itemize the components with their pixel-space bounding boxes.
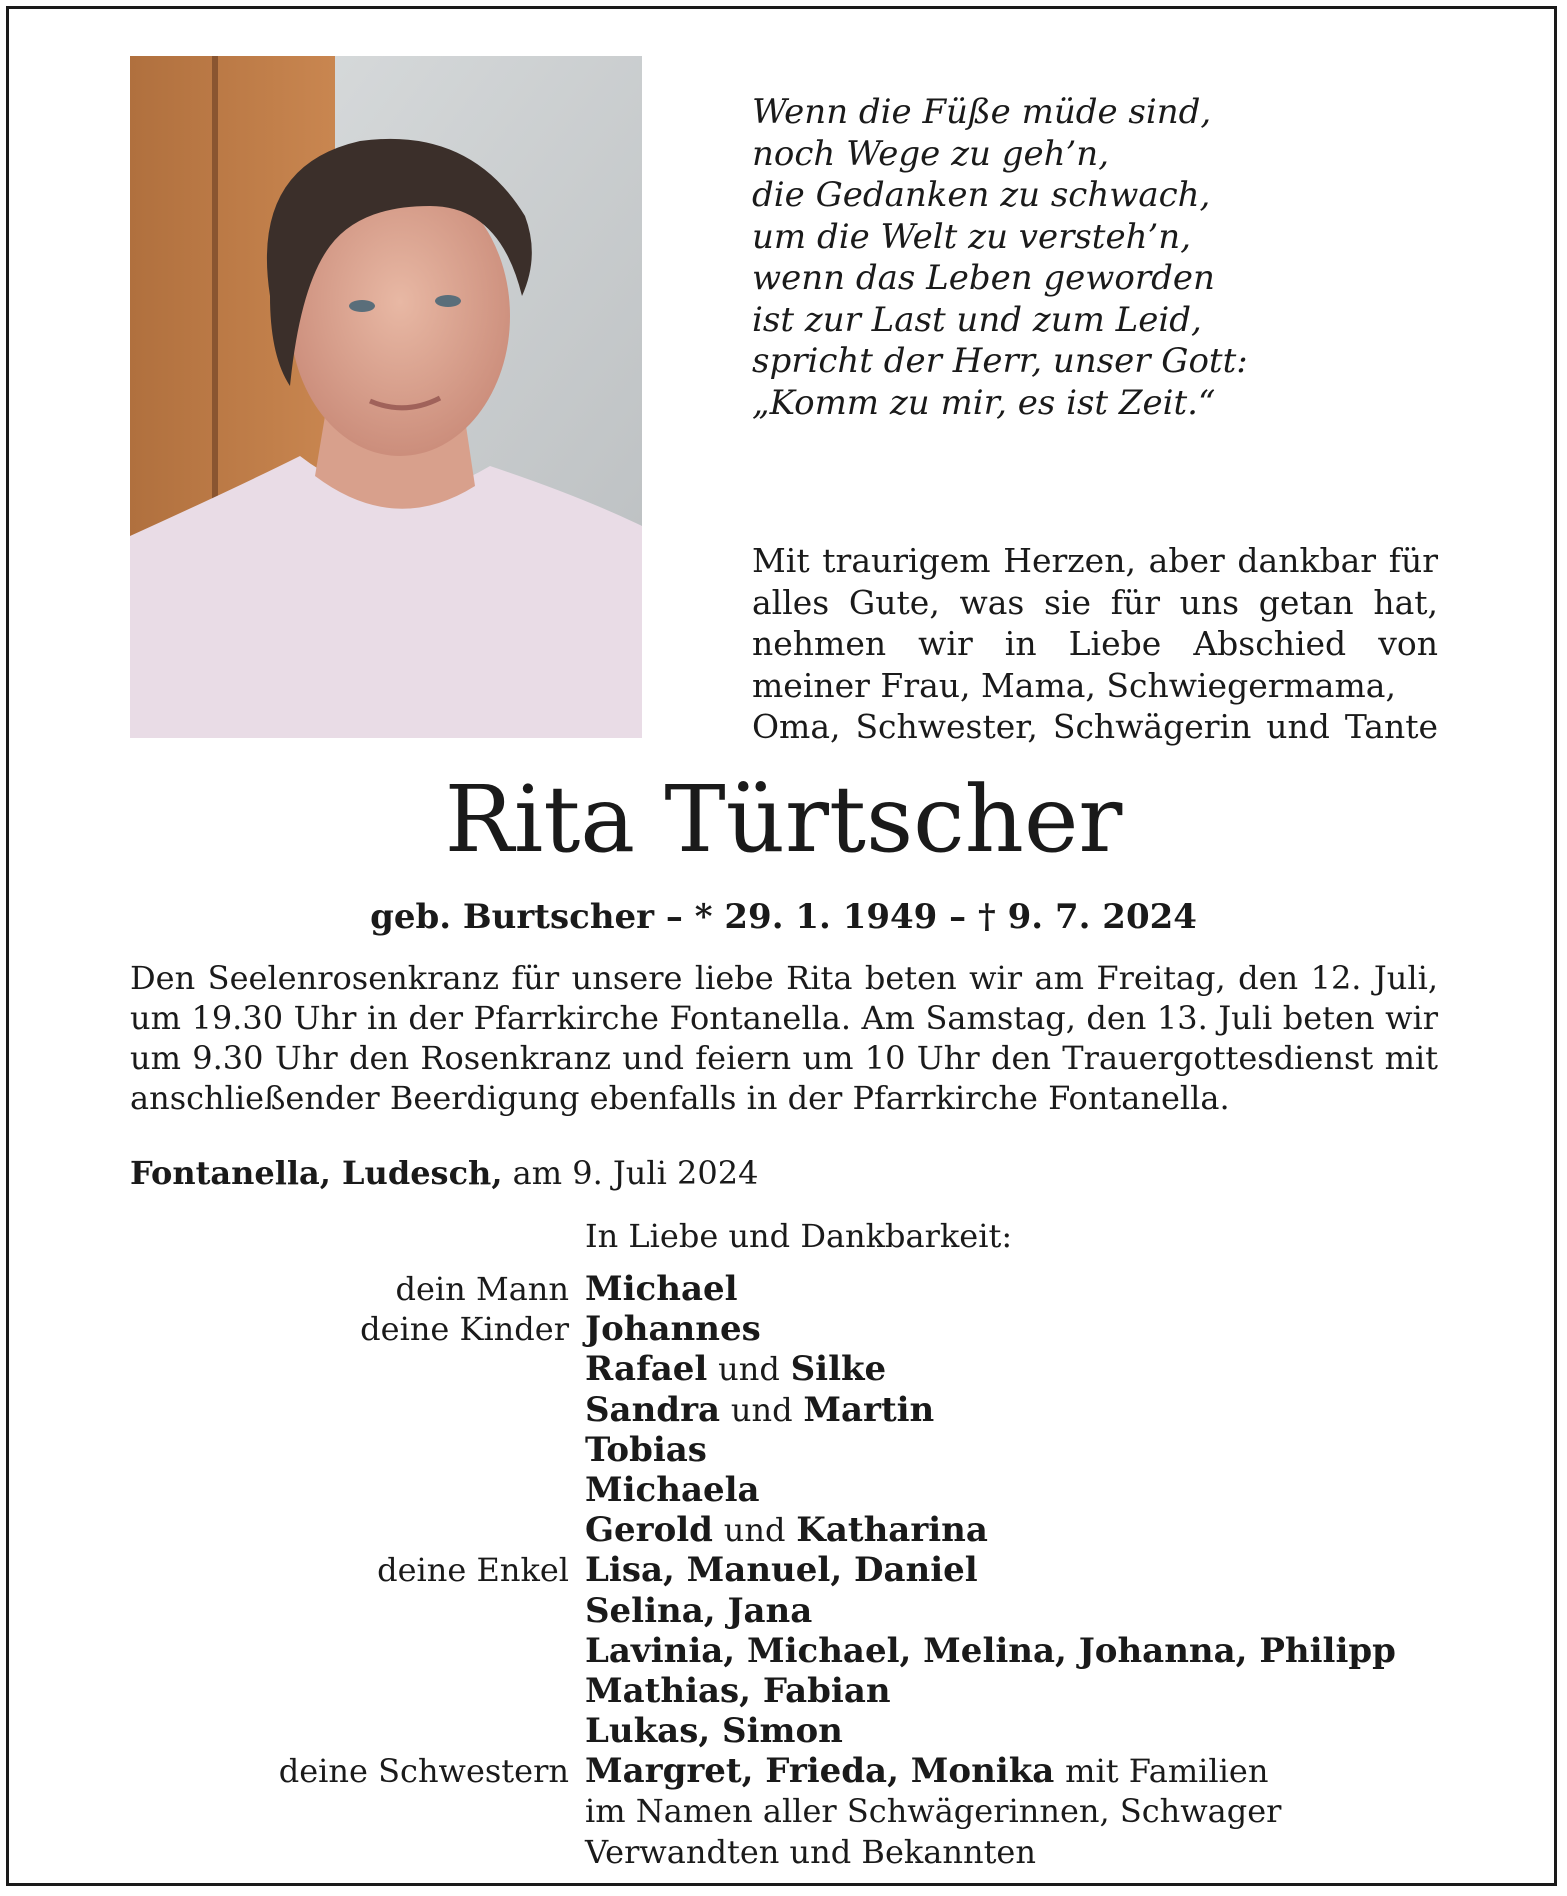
deceased-name: Rita Türtscher	[444, 766, 1123, 873]
family-row	[0, 1591, 1567, 1631]
closing-phrase: In Liebe und Dankbarkeit:	[585, 1217, 1013, 1255]
place: Fontanella, Ludesch,	[130, 1154, 503, 1192]
family-row	[0, 1751, 1567, 1791]
family-row	[0, 1309, 1567, 1349]
family-list	[0, 1269, 1567, 1872]
family-name: Selina, Jana	[585, 1590, 813, 1631]
family-row	[0, 1550, 1567, 1590]
family-name: Lavinia, Michael, Melina, Johanna, Philipp	[585, 1630, 1396, 1671]
and-word: und	[718, 1350, 780, 1389]
family-name: Sandra	[585, 1389, 721, 1430]
relatives-line: Verwandten und Bekannten	[585, 1832, 1036, 1871]
family-row	[0, 1791, 1567, 1831]
poem-line: Wenn die Füße müde sind,	[752, 92, 1212, 132]
poem-line: noch Wege zu geh’n,	[752, 133, 1110, 174]
family-name: Katharina	[796, 1510, 988, 1551]
place-date-line	[130, 1152, 1438, 1194]
inlaws-line: im Namen aller Schwägerinnen, Schwager	[585, 1792, 1282, 1831]
poem-line: um die Welt zu versteh’n,	[752, 216, 1191, 257]
family-name: Johannes	[585, 1309, 761, 1350]
family-name: Lukas, Simon	[585, 1711, 843, 1752]
poem-line: „Komm zu mir, es ist Zeit.“	[752, 382, 1216, 423]
family-row	[0, 1832, 1567, 1872]
date: am 9. Juli 2024	[512, 1154, 759, 1192]
family-row	[0, 1269, 1567, 1309]
portrait-illustration	[130, 56, 642, 738]
and-word: und	[730, 1390, 793, 1429]
relation-label: deine Schwestern	[278, 1752, 569, 1791]
family-name: Tobias	[585, 1429, 707, 1470]
family-row	[0, 1430, 1567, 1470]
poem-line: spricht der Herr, unser Gott:	[752, 341, 1248, 381]
family-row	[0, 1349, 1567, 1389]
family-row	[0, 1510, 1567, 1550]
family-name: Silke	[790, 1349, 887, 1390]
poem-line: ist zur Last und zum Leid,	[752, 299, 1202, 340]
poem-line: wenn das Leben geworden	[752, 258, 1215, 298]
family-name: Gerold	[585, 1510, 713, 1551]
poem-line: die Gedanken zu schwach,	[752, 175, 1211, 215]
family-name: Mathias, Fabian	[585, 1670, 891, 1711]
relation-label: dein Mann	[395, 1270, 569, 1308]
sisters-suffix: mit Familien	[1065, 1752, 1269, 1791]
family-name: Martin	[803, 1389, 935, 1430]
relation-label: deine Kinder	[360, 1310, 569, 1349]
family-name: Michael	[585, 1269, 738, 1309]
family-row	[0, 1631, 1567, 1671]
family-row	[0, 1671, 1567, 1711]
family-name: Lisa, Manuel, Daniel	[585, 1550, 978, 1591]
intro-last-line: Oma, Schwester, Schwägerin und Tante	[752, 707, 1438, 746]
intro-text: Mit traurigem Herzen, aber dankbar für alles Gute, was sie für uns getan hat, nehmen wir in Liebe Abschied von meiner Frau, Mama, Schwiegermama,	[752, 541, 1438, 705]
and-word: und	[723, 1511, 786, 1550]
relation-label: deine Enkel	[377, 1551, 569, 1590]
poem	[752, 92, 1452, 424]
family-row	[0, 1711, 1567, 1751]
family-row	[0, 1390, 1567, 1430]
family-row	[0, 1470, 1567, 1510]
birth-death-dates: geb. Burtscher – * 29. 1. 1949 – † 9. 7. 2024	[370, 897, 1197, 937]
intro-paragraph	[752, 540, 1438, 748]
funeral-details: Den Seelenrosenkranz für unsere liebe Rita beten wir am Freitag, den 12. Juli, um 19.30 Uhr in der Pfarrkirche Fontanella. Am Samstag, den 13. Juli beten wir um 9.30 Uhr den Rosenkranz und feiern um 10 Uhr den Trauergottesdienst mit anschließender Beerdigung ebenfalls in der Pfarrkirche Fontanella.	[130, 959, 1438, 1117]
family-name: Michaela	[585, 1469, 760, 1510]
family-name: Rafael	[585, 1349, 708, 1390]
portrait-photo	[130, 56, 642, 738]
family-name: Margret, Frieda, Monika	[585, 1751, 1055, 1792]
